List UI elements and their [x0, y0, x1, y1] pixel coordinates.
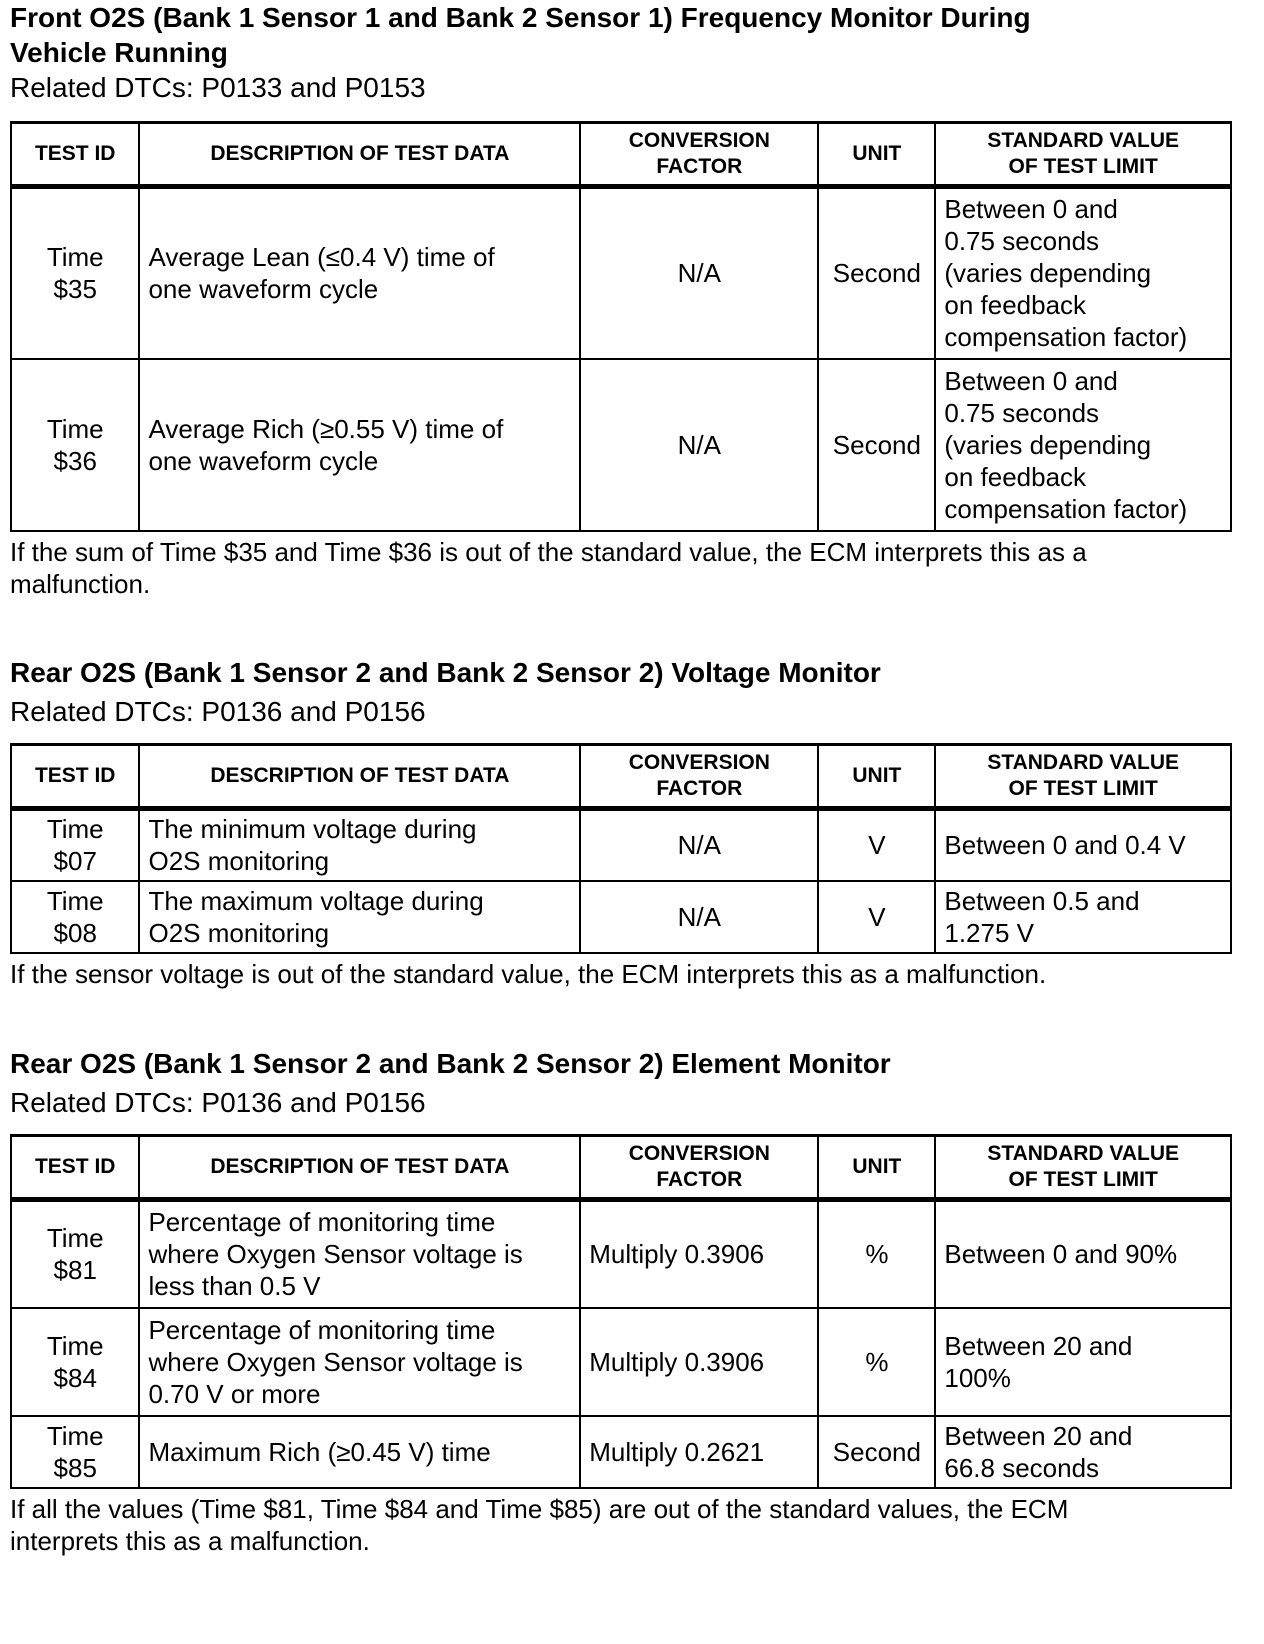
header-test-id: TEST ID — [11, 745, 139, 809]
table-row — [11, 1308, 1231, 1416]
cell-test-id: Time $81 — [11, 1200, 139, 1308]
cell-unit: % — [818, 1308, 935, 1416]
cell-conversion: N/A — [580, 359, 818, 531]
cell-standard-value: Between 20 and 100% — [935, 1308, 1231, 1416]
cell-standard-value: Between 0.5 and 1.275 V — [935, 881, 1231, 953]
header-description: DESCRIPTION OF TEST DATA — [139, 123, 580, 187]
cell-conversion: Multiply 0.2621 — [580, 1416, 818, 1488]
cell-test-id: Time $85 — [11, 1416, 139, 1488]
related-dtcs: Related DTCs: P0136 and P0156 — [10, 696, 426, 727]
section-rear-o2s-element — [10, 1046, 1232, 1557]
table-row — [11, 1416, 1231, 1488]
cell-standard-value: Between 20 and 66.8 seconds — [935, 1416, 1231, 1488]
cell-description: Percentage of monitoring time where Oxygen Sensor voltage is less than 0.5 V — [139, 1200, 580, 1308]
section-note: If the sensor voltage is out of the standard value, the ECM interprets this as a malfunction. — [10, 958, 1047, 989]
header-conversion: CONVERSION FACTOR — [580, 745, 818, 809]
monitor-table — [10, 1134, 1232, 1489]
cell-conversion: N/A — [580, 881, 818, 953]
cell-test-id: Time $84 — [11, 1308, 139, 1416]
cell-unit: V — [818, 809, 935, 881]
table-row — [11, 809, 1231, 881]
table-row — [11, 881, 1231, 953]
section-title — [10, 1046, 1210, 1081]
title-line: Front O2S (Bank 1 Sensor 1 and Bank 2 Sensor 1) Frequency Monitor During — [10, 2, 1031, 33]
header-conversion: CONVERSION FACTOR — [580, 123, 818, 187]
title-line: Rear O2S (Bank 1 Sensor 2 and Bank 2 Sensor 2) Voltage Monitor — [10, 657, 881, 688]
cell-test-id: Time $35 — [11, 187, 139, 359]
header-unit: UNIT — [818, 123, 935, 187]
cell-conversion: Multiply 0.3906 — [580, 1200, 818, 1308]
cell-description: The maximum voltage during O2S monitoring — [139, 881, 580, 953]
section-note: If the sum of Time $35 and Time $36 is out of the standard value, the ECM interprets this as a malfunction. — [10, 536, 1087, 599]
cell-standard-value: Between 0 and 0.4 V — [935, 809, 1231, 881]
cell-standard-value: Between 0 and 0.75 seconds (varies depending on feedback compensation factor) — [935, 359, 1231, 531]
cell-conversion: Multiply 0.3906 — [580, 1308, 818, 1416]
cell-standard-value: Between 0 and 0.75 seconds (varies depending on feedback compensation factor) — [935, 187, 1231, 359]
section-front-o2s-frequency — [10, 0, 1232, 600]
section-note: If all the values (Time $81, Time $84 and Time $85) are out of the standard values, the ECM interprets this as a malfunction. — [10, 1493, 1069, 1556]
cell-test-id: Time $07 — [11, 809, 139, 881]
cell-test-id: Time $08 — [11, 881, 139, 953]
section-rear-o2s-voltage — [10, 655, 1232, 990]
table-header-row — [11, 745, 1231, 809]
cell-unit: Second — [818, 1416, 935, 1488]
cell-unit: % — [818, 1200, 935, 1308]
header-test-id: TEST ID — [11, 1136, 139, 1200]
cell-description: Percentage of monitoring time where Oxygen Sensor voltage is 0.70 V or more — [139, 1308, 580, 1416]
cell-unit: Second — [818, 187, 935, 359]
related-dtcs: Related DTCs: P0133 and P0153 — [10, 72, 426, 103]
table-header-row — [11, 123, 1231, 187]
header-unit: UNIT — [818, 745, 935, 809]
section-title — [10, 655, 1210, 690]
section-title — [10, 0, 1210, 70]
header-description: DESCRIPTION OF TEST DATA — [139, 1136, 580, 1200]
header-standard: STANDARD VALUE OF TEST LIMIT — [935, 745, 1231, 809]
cell-test-id: Time $36 — [11, 359, 139, 531]
table-row — [11, 1200, 1231, 1308]
title-line: Vehicle Running — [10, 37, 228, 68]
cell-unit: V — [818, 881, 935, 953]
header-standard: STANDARD VALUE OF TEST LIMIT — [935, 1136, 1231, 1200]
header-description: DESCRIPTION OF TEST DATA — [139, 745, 580, 809]
cell-description: Maximum Rich (≥0.45 V) time — [139, 1416, 580, 1488]
cell-description: Average Lean (≤0.4 V) time of one waveform cycle — [139, 187, 580, 359]
header-unit: UNIT — [818, 1136, 935, 1200]
cell-description: Average Rich (≥0.55 V) time of one waveform cycle — [139, 359, 580, 531]
cell-description: The minimum voltage during O2S monitoring — [139, 809, 580, 881]
title-line: Rear O2S (Bank 1 Sensor 2 and Bank 2 Sensor 2) Element Monitor — [10, 1048, 891, 1079]
related-dtcs: Related DTCs: P0136 and P0156 — [10, 1087, 426, 1118]
monitor-table — [10, 121, 1232, 532]
header-conversion: CONVERSION FACTOR — [580, 1136, 818, 1200]
header-standard: STANDARD VALUE OF TEST LIMIT — [935, 123, 1231, 187]
cell-conversion: N/A — [580, 809, 818, 881]
monitor-table — [10, 743, 1232, 954]
table-row — [11, 359, 1231, 531]
cell-unit: Second — [818, 359, 935, 531]
cell-conversion: N/A — [580, 187, 818, 359]
cell-standard-value: Between 0 and 90% — [935, 1200, 1231, 1308]
table-row — [11, 187, 1231, 359]
table-header-row — [11, 1136, 1231, 1200]
header-test-id: TEST ID — [11, 123, 139, 187]
